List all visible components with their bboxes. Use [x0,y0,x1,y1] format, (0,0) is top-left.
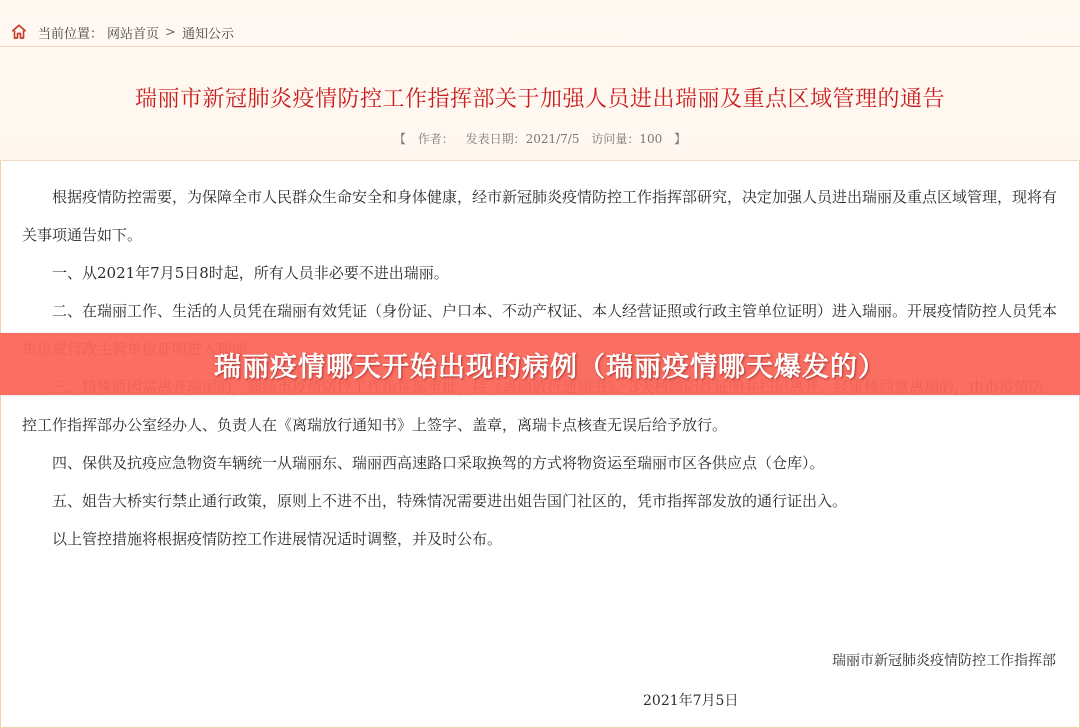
breadcrumb-home-link[interactable]: 网站首页 [107,26,160,42]
notice-title: 瑞丽市新冠肺炎疫情防控工作指挥部关于加强人员进出瑞丽及重点区域管理的通告 [134,87,945,112]
meta-close-bracket: 】 [674,132,687,146]
breadcrumb [10,20,234,44]
overlay-banner [0,333,1080,395]
breadcrumb-current-link[interactable]: 通知公示 [181,26,234,42]
breadcrumb-prefix: 当前位置： [38,26,104,42]
notice-signature: 瑞丽市新冠肺炎疫情防控工作指挥部 [832,653,1056,669]
notice-meta [0,130,1080,147]
notice-paragraph: 五、姐告大桥实行禁止通行政策，原则上不进不出，特殊情况需要进出姐告国门社区的，凭市指挥部发放的通行证出入。 [52,492,848,510]
breadcrumb-separator: > [165,24,176,40]
notice-date: 2021年7月5日 [643,693,739,709]
notice-paragraph: 以上管控措施将根据疫情防控工作进展情况适时调整，并及时公布。 [52,530,503,548]
notice-paragraph: 四、保供及抗疫应急物资车辆统一从瑞丽东、瑞丽西高速路口采取换驾的方式将物资运至瑞丽市区各供应点（仓库）。 [52,454,825,472]
notice-paragraph: 根据疫情防控需要，为保障全市人民群众生命安全和身体健康，经市新冠肺炎疫情防控工作指挥部研究，决定加强人员进出瑞丽及重点区域管理，现将有关事项通告如下。 [22,188,1058,244]
notice-paragraph: 二、在瑞丽工作、生活的人员凭在瑞丽有效凭证（身份证、户口本、不动产权证、本人经营证照或行政主管单位证明）进入瑞丽。开展疫情防控人员凭本 [52,302,1058,320]
meta-views: 访问量：100 [591,132,663,146]
meta-date: 发表日期：2021/7/5 [465,132,580,146]
breadcrumb-divider [0,46,1080,47]
notice-paragraph: 控工作指挥部办公室经办人、负责人在《离瑞放行通知书》上签字、盖章，离瑞卡点核查无误后给予放行。 [22,416,728,434]
home-icon[interactable] [10,23,28,41]
meta-open-bracket: 【 [393,132,406,146]
notice-paragraph: 一、从2021年7月5日8时起，所有人员非必要不进出瑞丽。 [52,264,449,282]
meta-author: 作者： [417,132,454,146]
overlay-banner-text: 瑞丽疫情哪天开始出现的病例（瑞丽疫情哪天爆发的） [214,351,886,383]
